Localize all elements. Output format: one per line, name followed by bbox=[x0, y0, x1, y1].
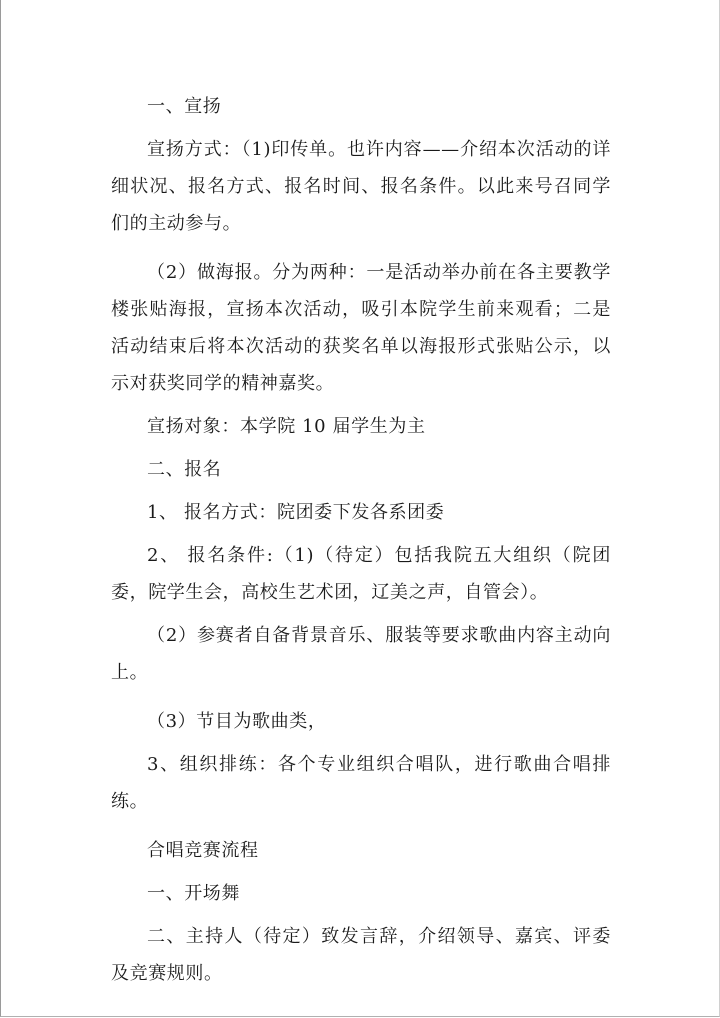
paragraph-registration-method: 1、 报名方式：院团委下发各系团委 bbox=[147, 502, 445, 523]
paragraph-program-type: （3）节目为歌曲类， bbox=[147, 711, 327, 732]
paragraph-publicity-method: 宣扬方式：（1)印传单。也许内容——介绍本次活动的详细状况、报名方式、报名时间、报名条件。以此来号召同学们的主动参与。 bbox=[111, 139, 611, 234]
paragraph-registration-conditions: 2、 报名条件:（1)（待定）包括我院五大组织（院团委，院学生会，高校生艺术团，辽美之声，自管会）。 bbox=[111, 545, 611, 603]
paragraph-music-costume: （2）参赛者自备背景音乐、服装等要求歌曲内容主动向上。 bbox=[111, 625, 611, 683]
paragraph-rehearsal: 3、组织排练：各个专业组织合唱队，进行歌曲合唱排练。 bbox=[111, 754, 611, 812]
paragraph-host-speech: 二、主持人（待定）致发言辞，介绍领导、嘉宾、评委及竞赛规则。 bbox=[111, 926, 611, 984]
paragraph-publicity-target: 宣扬对象：本学院 10 届学生为主 bbox=[147, 416, 426, 437]
paragraph-opening-dance: 一、开场舞 bbox=[147, 883, 240, 904]
heading-competition-flow: 合唱竞赛流程 bbox=[147, 840, 259, 861]
document-body bbox=[111, 88, 611, 992]
heading-registration: 二、报名 bbox=[147, 459, 222, 480]
paragraph-posters: （2）做海报。分为两种：一是活动举办前在各主要教学楼张贴海报，宣扬本次活动，吸引本院学生前来观看；二是活动结束后将本次活动的获奖名单以海报形式张贴公示，以示对获奖同学的精神嘉奖。 bbox=[111, 262, 611, 394]
heading-publicity: 一、宣扬 bbox=[147, 96, 222, 117]
